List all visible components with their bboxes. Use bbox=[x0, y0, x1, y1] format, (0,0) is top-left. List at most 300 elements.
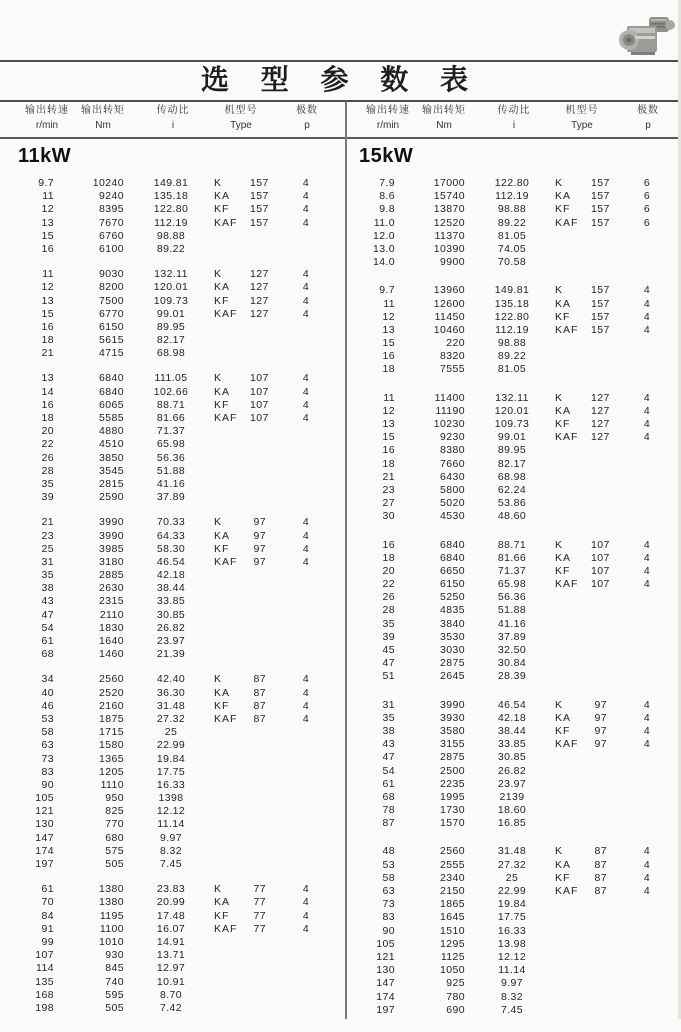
type-prefix-cell: K bbox=[214, 372, 223, 385]
output-torque-cell: 4530 bbox=[440, 510, 465, 523]
type-prefix-cell: KF bbox=[555, 564, 571, 577]
table-row bbox=[351, 203, 681, 216]
ratio-cell: 135.18 bbox=[494, 297, 530, 310]
poles-cell: 4 bbox=[643, 885, 651, 897]
table-row bbox=[351, 484, 681, 497]
output-speed-cell: 40 bbox=[41, 686, 54, 699]
output-speed-cell: 21 bbox=[382, 470, 395, 483]
type-size-cell bbox=[591, 791, 611, 804]
poles-cell bbox=[611, 804, 671, 817]
type-prefix-cell: KA bbox=[555, 190, 572, 203]
output-torque-cell: 6430 bbox=[440, 470, 465, 483]
output-speed-cell: 105 bbox=[376, 937, 395, 950]
table-row bbox=[10, 726, 341, 739]
output-speed-cell: 87 bbox=[382, 817, 395, 830]
output-speed-cell: 38 bbox=[382, 724, 395, 737]
output-torque-cell: 1730 bbox=[440, 804, 465, 817]
type-size-cell bbox=[250, 465, 270, 478]
type-prefix-cell: K bbox=[555, 538, 564, 551]
output-torque-cell: 5585 bbox=[99, 412, 124, 424]
header-poles-zh: 极数 bbox=[296, 105, 318, 116]
poles-cell bbox=[270, 465, 330, 478]
output-torque-cell: 1295 bbox=[440, 937, 465, 950]
type-prefix-cell bbox=[549, 657, 591, 670]
table-row bbox=[351, 872, 681, 885]
table-row bbox=[10, 295, 341, 308]
header-type-unit: Type bbox=[571, 120, 593, 131]
type-size-cell: 87 bbox=[594, 885, 607, 897]
ratio-cell: 7.45 bbox=[500, 1003, 524, 1016]
output-torque-cell: 10230 bbox=[433, 418, 465, 430]
output-torque-cell: 8320 bbox=[440, 350, 465, 363]
table-row bbox=[10, 805, 341, 818]
table-row bbox=[351, 243, 681, 256]
output-torque-cell: 2500 bbox=[440, 764, 465, 777]
table-row bbox=[351, 230, 681, 243]
table-row bbox=[351, 284, 681, 297]
type-size-cell: 157 bbox=[591, 216, 610, 229]
type-prefix-cell bbox=[208, 582, 250, 595]
type-size-cell: 77 bbox=[253, 909, 266, 922]
poles-cell bbox=[611, 631, 671, 644]
ratio-cell: 99.01 bbox=[497, 431, 527, 444]
output-torque-cell: 4835 bbox=[440, 604, 465, 617]
type-size-cell bbox=[250, 949, 270, 962]
type-prefix-cell bbox=[549, 256, 591, 269]
poles-cell bbox=[270, 334, 330, 347]
ratio-cell: 70.33 bbox=[156, 516, 186, 529]
ratio-cell: 58.30 bbox=[156, 542, 186, 555]
output-torque-cell: 10460 bbox=[433, 323, 465, 336]
header-ratio bbox=[477, 103, 551, 136]
table-row bbox=[10, 687, 341, 700]
title-underline-rule bbox=[0, 100, 681, 102]
table-row bbox=[351, 311, 681, 324]
type-size-cell: 127 bbox=[591, 404, 610, 417]
poles-cell: 4 bbox=[302, 516, 310, 529]
output-speed-cell: 107 bbox=[35, 949, 54, 962]
output-torque-cell: 4715 bbox=[99, 347, 124, 360]
ratio-cell: 16.07 bbox=[156, 922, 186, 935]
output-speed-cell: 15 bbox=[41, 229, 54, 242]
poles-cell bbox=[611, 471, 671, 484]
type-prefix-cell bbox=[208, 569, 250, 582]
type-prefix-cell: KF bbox=[214, 294, 230, 307]
output-torque-cell: 9900 bbox=[440, 256, 465, 269]
output-speed-cell: 197 bbox=[376, 1003, 395, 1016]
header-ratio-unit: i bbox=[512, 120, 516, 131]
type-prefix-cell: KAF bbox=[214, 712, 238, 725]
output-speed-cell: 15 bbox=[382, 431, 395, 444]
output-speed-cell: 39 bbox=[382, 630, 395, 643]
ratio-cell: 17.75 bbox=[497, 911, 527, 924]
type-size-cell bbox=[591, 898, 611, 911]
data-block bbox=[351, 539, 681, 684]
output-speed-cell: 12 bbox=[41, 203, 54, 216]
ratio-cell: 16.33 bbox=[497, 924, 527, 937]
data-block bbox=[10, 372, 341, 504]
type-size-cell: 157 bbox=[591, 297, 610, 310]
output-torque-cell: 1110 bbox=[100, 778, 124, 791]
ratio-cell: 98.88 bbox=[156, 229, 186, 242]
power-rating-label: 15kW bbox=[359, 145, 414, 167]
ratio-cell: 30.85 bbox=[156, 608, 186, 621]
table-row bbox=[351, 699, 681, 712]
table-row bbox=[351, 751, 681, 764]
table-row bbox=[10, 556, 341, 569]
output-torque-cell: 2630 bbox=[99, 582, 124, 595]
output-torque-cell: 1365 bbox=[99, 752, 124, 765]
ratio-cell: 111.05 bbox=[154, 372, 188, 385]
table-row bbox=[351, 738, 681, 751]
table-row bbox=[351, 618, 681, 631]
ratio-cell: 149.81 bbox=[494, 284, 530, 297]
output-torque-cell: 1875 bbox=[99, 712, 124, 725]
type-prefix-cell bbox=[208, 739, 250, 752]
type-size-cell: 97 bbox=[594, 711, 607, 724]
data-block bbox=[10, 177, 341, 256]
poles-cell bbox=[611, 230, 671, 243]
ratio-cell: 122.80 bbox=[153, 203, 189, 216]
output-speed-cell: 16 bbox=[41, 242, 54, 255]
output-speed-cell: 9.7 bbox=[38, 177, 54, 189]
poles-cell: 4 bbox=[302, 372, 310, 385]
output-speed-cell: 21 bbox=[41, 347, 54, 360]
type-size-cell: 87 bbox=[253, 686, 266, 699]
table-row bbox=[351, 405, 681, 418]
output-torque-cell: 505 bbox=[105, 858, 124, 870]
type-prefix-cell bbox=[549, 350, 591, 363]
poles-cell: 4 bbox=[302, 281, 310, 294]
output-speed-cell: 174 bbox=[376, 990, 395, 1003]
output-speed-cell: 13 bbox=[382, 323, 395, 336]
output-torque-cell: 3990 bbox=[99, 516, 124, 529]
output-torque-cell: 10240 bbox=[92, 177, 124, 189]
output-speed-cell: 47 bbox=[41, 608, 54, 621]
poles-cell: 4 bbox=[643, 284, 651, 297]
poles-cell bbox=[611, 817, 671, 830]
ratio-cell: 21.39 bbox=[156, 648, 186, 661]
type-size-cell bbox=[250, 818, 270, 831]
poles-cell: 4 bbox=[302, 909, 310, 922]
type-size-cell bbox=[591, 591, 611, 604]
output-torque-cell: 1510 bbox=[440, 924, 465, 937]
type-size-cell bbox=[250, 858, 270, 871]
output-torque-cell: 6840 bbox=[99, 385, 124, 398]
table-row bbox=[351, 631, 681, 644]
poles-cell bbox=[611, 591, 671, 604]
ratio-cell: 70.58 bbox=[497, 256, 527, 269]
poles-cell: 4 bbox=[643, 564, 651, 577]
poles-cell bbox=[270, 818, 330, 831]
type-prefix-cell bbox=[549, 243, 591, 256]
output-torque-cell: 1995 bbox=[440, 790, 465, 803]
output-speed-cell: 68 bbox=[382, 790, 395, 803]
poles-cell bbox=[611, 938, 671, 951]
output-torque-cell: 1380 bbox=[99, 896, 124, 909]
output-torque-cell: 3930 bbox=[440, 711, 465, 724]
output-torque-cell: 2560 bbox=[440, 845, 465, 858]
output-torque-cell: 220 bbox=[446, 337, 465, 350]
poles-cell: 4 bbox=[643, 871, 651, 884]
type-size-cell bbox=[250, 230, 270, 243]
poles-cell: 4 bbox=[302, 555, 310, 568]
table-row bbox=[10, 976, 341, 989]
output-torque-cell: 2315 bbox=[99, 595, 124, 608]
output-speed-cell: 35 bbox=[382, 617, 395, 630]
output-torque-cell: 7555 bbox=[440, 363, 465, 376]
type-size-cell: 157 bbox=[591, 203, 610, 216]
type-size-cell bbox=[250, 243, 270, 256]
poles-cell: 4 bbox=[302, 203, 310, 216]
type-prefix-cell: KA bbox=[555, 551, 572, 564]
type-size-cell bbox=[250, 739, 270, 752]
output-speed-cell: 84 bbox=[41, 909, 54, 922]
table-row bbox=[10, 217, 341, 230]
type-size-cell: 127 bbox=[250, 307, 269, 320]
ratio-cell: 46.54 bbox=[497, 698, 527, 711]
poles-cell bbox=[270, 792, 330, 805]
output-speed-cell: 61 bbox=[382, 777, 395, 790]
table-row bbox=[10, 243, 341, 256]
poles-cell bbox=[270, 609, 330, 622]
ratio-cell: 27.32 bbox=[156, 712, 186, 725]
poles-cell: 4 bbox=[302, 883, 310, 896]
output-speed-cell: 114 bbox=[36, 962, 54, 975]
output-speed-cell: 25 bbox=[41, 542, 54, 555]
type-prefix-cell bbox=[549, 497, 591, 510]
output-speed-cell: 9.7 bbox=[379, 284, 395, 297]
ratio-cell: 22.99 bbox=[156, 739, 186, 752]
poles-cell: 6 bbox=[643, 177, 651, 189]
ratio-cell: 64.33 bbox=[156, 529, 186, 542]
header-ratio-zh: 传动比 bbox=[156, 105, 190, 116]
ratio-cell: 53.86 bbox=[497, 497, 527, 510]
header-output-speed-zh: 输出转速 bbox=[25, 105, 69, 116]
ratio-cell: 10.91 bbox=[156, 975, 186, 988]
output-speed-cell: 38 bbox=[41, 582, 54, 595]
header-type-unit: Type bbox=[230, 120, 252, 131]
output-speed-cell: 28 bbox=[41, 464, 54, 477]
type-prefix-cell bbox=[208, 936, 250, 949]
poles-cell bbox=[611, 898, 671, 911]
table-row bbox=[351, 298, 681, 311]
output-torque-cell: 2555 bbox=[440, 858, 465, 871]
table-row bbox=[10, 766, 341, 779]
ratio-cell: 82.17 bbox=[497, 457, 527, 470]
type-size-cell: 107 bbox=[250, 372, 269, 385]
output-speed-cell: 13 bbox=[41, 216, 54, 229]
output-speed-cell: 45 bbox=[382, 644, 395, 656]
output-torque-cell: 7500 bbox=[99, 294, 124, 307]
table-row bbox=[10, 923, 341, 936]
output-speed-cell: 18 bbox=[382, 551, 395, 564]
type-size-cell bbox=[250, 845, 270, 858]
poles-cell: 6 bbox=[643, 190, 651, 203]
output-speed-cell: 27 bbox=[382, 497, 395, 510]
table-row bbox=[10, 595, 341, 608]
output-torque-cell: 3030 bbox=[440, 644, 465, 656]
ratio-cell: 22.99 bbox=[497, 885, 527, 897]
header-ratio-zh: 传动比 bbox=[497, 105, 531, 116]
output-torque-cell: 3580 bbox=[440, 724, 465, 737]
table-row bbox=[351, 565, 681, 578]
output-torque-cell: 5250 bbox=[440, 591, 465, 604]
poles-cell: 4 bbox=[302, 294, 310, 307]
poles-cell bbox=[270, 230, 330, 243]
type-size-cell bbox=[250, 478, 270, 491]
output-torque-cell: 3180 bbox=[99, 555, 124, 568]
output-speed-cell: 30 bbox=[382, 510, 395, 523]
poles-cell: 4 bbox=[643, 698, 651, 711]
poles-cell bbox=[270, 347, 330, 360]
poles-cell: 4 bbox=[302, 699, 310, 712]
table-row bbox=[10, 491, 341, 504]
table-row bbox=[10, 372, 341, 385]
header-output-speed-unit: r/min bbox=[376, 120, 400, 131]
poles-cell: 4 bbox=[302, 177, 310, 189]
output-speed-cell: 13 bbox=[41, 372, 54, 385]
output-torque-cell: 9240 bbox=[99, 190, 124, 203]
poles-cell bbox=[611, 964, 671, 977]
panel-divider-line bbox=[345, 101, 347, 1019]
type-size-cell bbox=[591, 1004, 611, 1017]
ratio-cell: 81.05 bbox=[497, 363, 527, 376]
table-row bbox=[10, 308, 341, 321]
output-torque-cell: 950 bbox=[105, 792, 124, 805]
ratio-cell: 9.97 bbox=[159, 831, 183, 844]
output-speed-cell: 11 bbox=[42, 268, 54, 281]
type-prefix-cell bbox=[549, 898, 591, 911]
table-row bbox=[10, 739, 341, 752]
poles-cell: 4 bbox=[643, 418, 651, 430]
header-ratio bbox=[136, 103, 210, 136]
ratio-cell: 109.73 bbox=[494, 418, 530, 430]
ratio-cell: 17.75 bbox=[156, 765, 186, 778]
table-row bbox=[10, 543, 341, 556]
type-size-cell: 157 bbox=[250, 203, 269, 216]
type-size-cell bbox=[591, 230, 611, 243]
output-torque-cell: 505 bbox=[105, 1001, 124, 1014]
type-size-cell: 87 bbox=[594, 858, 607, 871]
type-size-cell: 107 bbox=[250, 412, 269, 424]
ratio-cell: 42.18 bbox=[156, 569, 186, 582]
poles-cell bbox=[611, 363, 671, 376]
output-speed-cell: 99 bbox=[41, 935, 54, 948]
ratio-cell: 38.44 bbox=[156, 582, 186, 595]
table-row bbox=[10, 516, 341, 529]
type-size-cell bbox=[591, 977, 611, 990]
type-size-cell: 157 bbox=[591, 177, 610, 189]
type-size-cell bbox=[591, 765, 611, 778]
ratio-cell: 56.36 bbox=[156, 451, 186, 464]
table-row bbox=[10, 412, 341, 425]
output-speed-cell: 73 bbox=[382, 898, 395, 911]
poles-cell: 4 bbox=[643, 297, 651, 310]
poles-cell bbox=[270, 976, 330, 989]
output-speed-cell: 91 bbox=[41, 922, 54, 935]
output-speed-cell: 53 bbox=[41, 712, 54, 725]
poles-cell bbox=[270, 766, 330, 779]
poles-cell: 4 bbox=[643, 578, 651, 591]
type-size-cell bbox=[250, 936, 270, 949]
data-block bbox=[10, 268, 341, 360]
ratio-cell: 89.22 bbox=[497, 216, 527, 229]
output-torque-cell: 825 bbox=[105, 805, 124, 818]
type-size-cell bbox=[250, 321, 270, 334]
table-row bbox=[10, 190, 341, 203]
poles-cell: 4 bbox=[302, 542, 310, 555]
header-type bbox=[210, 103, 272, 136]
type-prefix-cell bbox=[549, 670, 591, 683]
output-speed-cell: 46 bbox=[41, 699, 54, 712]
output-torque-cell: 4510 bbox=[99, 438, 124, 451]
ratio-cell: 23.97 bbox=[156, 635, 186, 647]
poles-cell bbox=[270, 726, 330, 739]
table-row bbox=[351, 964, 681, 977]
output-torque-cell: 1195 bbox=[99, 909, 124, 922]
type-prefix-cell: K bbox=[214, 177, 223, 189]
output-speed-cell: 51 bbox=[382, 670, 395, 683]
table-row bbox=[10, 478, 341, 491]
output-speed-cell: 16 bbox=[382, 444, 395, 457]
output-torque-cell: 1460 bbox=[99, 648, 124, 661]
output-speed-cell: 35 bbox=[382, 711, 395, 724]
output-torque-cell: 770 bbox=[105, 818, 124, 831]
ratio-cell: 42.18 bbox=[497, 711, 527, 724]
poles-cell bbox=[611, 991, 671, 1004]
output-torque-cell: 930 bbox=[105, 949, 124, 962]
type-size-cell bbox=[250, 779, 270, 792]
type-prefix-cell: K bbox=[214, 516, 223, 529]
ratio-cell: 9.97 bbox=[500, 977, 524, 990]
table-row bbox=[351, 256, 681, 269]
type-size-cell bbox=[250, 334, 270, 347]
type-prefix-cell bbox=[549, 510, 591, 523]
table-row bbox=[10, 569, 341, 582]
output-speed-cell: 168 bbox=[35, 988, 54, 1001]
table-row bbox=[10, 845, 341, 858]
output-torque-cell: 845 bbox=[105, 962, 124, 975]
type-size-cell bbox=[591, 337, 611, 350]
ratio-cell: 112.19 bbox=[154, 216, 188, 229]
output-speed-cell: 11.0 bbox=[373, 216, 395, 229]
output-speed-cell: 23 bbox=[382, 483, 395, 496]
type-size-cell bbox=[591, 991, 611, 1004]
output-speed-cell: 11 bbox=[42, 190, 54, 203]
table-row bbox=[10, 177, 341, 190]
output-torque-cell: 2520 bbox=[99, 686, 124, 699]
type-prefix-cell bbox=[208, 425, 250, 438]
output-speed-cell: 83 bbox=[382, 911, 395, 924]
ratio-cell: 98.88 bbox=[497, 203, 527, 216]
poles-cell bbox=[270, 1002, 330, 1015]
poles-cell bbox=[611, 497, 671, 510]
output-torque-cell: 2560 bbox=[99, 673, 124, 686]
table-row bbox=[351, 177, 681, 190]
output-speed-cell: 39 bbox=[41, 491, 54, 504]
table-row bbox=[10, 609, 341, 622]
type-prefix-cell bbox=[208, 347, 250, 360]
type-size-cell: 107 bbox=[591, 564, 610, 577]
output-speed-cell: 31 bbox=[382, 698, 395, 711]
header-output-torque bbox=[411, 103, 477, 136]
table-row bbox=[10, 896, 341, 909]
type-size-cell bbox=[250, 976, 270, 989]
poles-cell: 6 bbox=[643, 216, 651, 229]
output-torque-cell: 2150 bbox=[440, 885, 465, 897]
type-prefix-cell bbox=[549, 765, 591, 778]
